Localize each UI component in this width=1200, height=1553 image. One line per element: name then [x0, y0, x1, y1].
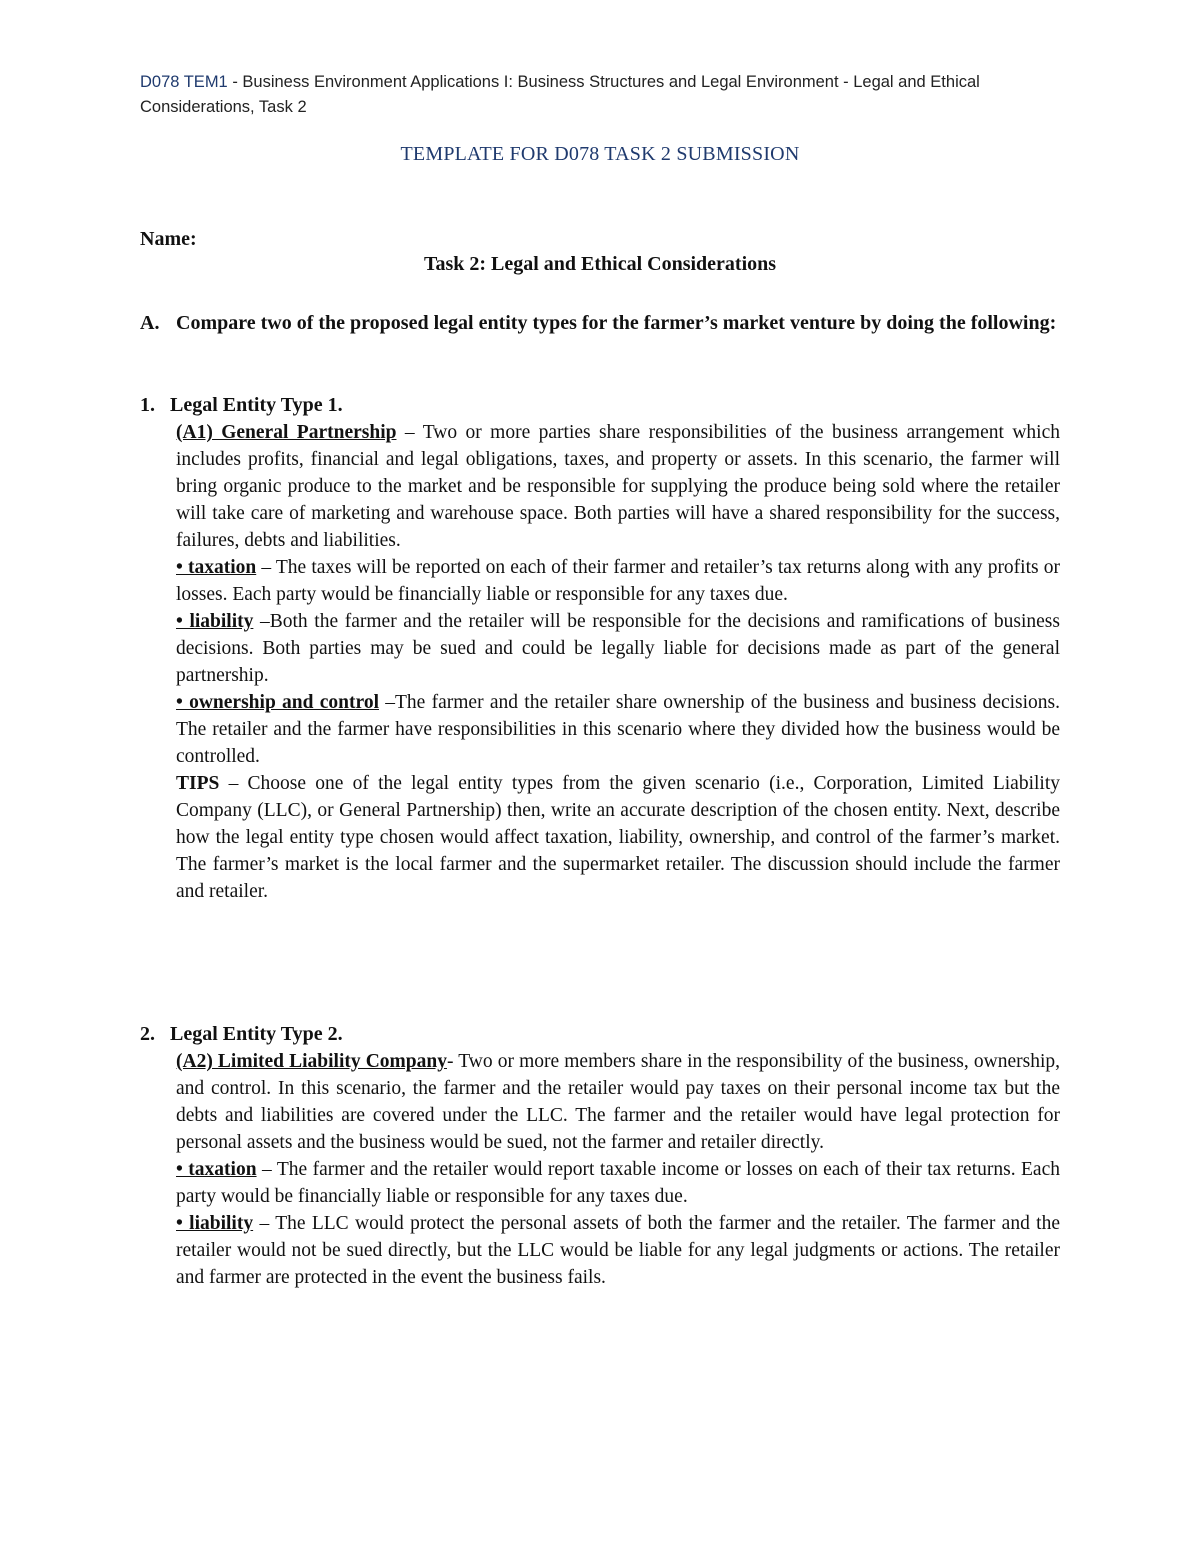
entity-1-tips-text: – Choose one of the legal entity types from the given scenario (i.e., Corporation, Limited Liability Company (LLC), or General Partnership) then, write an accurate description of the chosen entity. Next, describe how the legal entity type chosen would affect taxation, liability, ownership, and control of the farmer’s market. The farmer’s market is the local farmer and the supermarket retailer. The discussion should include the farmer and retailer.	[176, 773, 1060, 902]
entity-2-intro-text: - Two or more members share in the responsibility of the business, ownership, and control. In this scenario, the farmer and the retailer would pay taxes on their personal income tax but the debts and liabilities are covered under the LLC. The farmer and the retailer would have legal protection for personal assets and the business would be sued, not the farmer and retailer directly.	[176, 1051, 1060, 1153]
entity-2-taxation-text: – The farmer and the retailer would report taxable income or losses on each of their tax returns. Each party would be financially liable or responsible for any taxes due.	[176, 1159, 1060, 1207]
entity-1	[140, 392, 1060, 905]
entity-2	[140, 1021, 1060, 1291]
page-header	[140, 70, 1060, 120]
entity-1-intro	[176, 419, 1060, 554]
entity-2-intro	[176, 1048, 1060, 1156]
task-title: Task 2: Legal and Ethical Considerations	[423, 253, 777, 275]
entity-2-number: 2.	[140, 1023, 155, 1045]
entity-1-tips-label: TIPS	[176, 773, 220, 794]
entity-1-liability-text: –Both the farmer and the retailer will be responsible for the decisions and ramifications of business decisions. Both parties may be sued and could be legally liable for decisions made as part of the general partnership.	[176, 611, 1060, 686]
entity-1-ownership-text: –The farmer and the retailer share ownership of the business and business decisions. The retailer and the farmer have responsibilities in this scenario where they divided how the business would be controlled.	[176, 692, 1061, 767]
entity-2-intro-label: (A2) Limited Liability Company	[176, 1051, 447, 1072]
entity-2-taxation	[176, 1156, 1060, 1210]
entity-2-liability	[176, 1210, 1060, 1291]
entity-2-liability-text: – The LLC would protect the personal assets of both the farmer and the retailer. The farmer and the retailer would not be sued directly, but the LLC would be liable for any legal judgments or actions. The retailer and farmer are protected in the event the business fails.	[176, 1213, 1060, 1288]
entity-1-title: Legal Entity Type 1.	[170, 394, 343, 416]
entity-2-heading	[140, 1021, 1060, 1048]
entity-1-number: 1.	[140, 394, 155, 416]
course-code: D078 TEM1	[140, 73, 228, 91]
entity-1-taxation	[176, 554, 1060, 608]
entity-1-taxation-text: – The taxes will be reported on each of their farmer and retailer’s tax returns along with any profits or losses. Each party would be financially liable or responsible for any taxes due.	[176, 557, 1060, 605]
entity-1-taxation-label: • taxation	[176, 557, 257, 578]
entity-1-intro-label: (A1) General Partnership	[176, 422, 397, 443]
entity-2-title: Legal Entity Type 2.	[170, 1023, 343, 1045]
entity-2-liability-label: • liability	[176, 1213, 254, 1234]
section-a	[140, 310, 1060, 337]
entity-1-intro-text: – Two or more parties share responsibilities of the business arrangement which includes profits, financial and legal obligations, taxes, and property or assets. In this scenario, the farmer will bring organic produce to the market and be responsible for supplying the produce being sold where the retailer will take care of marketing and warehouse space. Both parties will have a shared responsibility for the success, failures, debts and liabilities.	[176, 422, 1060, 551]
entity-1-tips	[176, 770, 1060, 905]
section-a-label: A.	[140, 312, 160, 334]
entity-1-ownership-label: • ownership and control	[176, 692, 379, 713]
section-a-text: Compare two of the proposed legal entity types for the farmer’s market venture by doing the following:	[176, 312, 1057, 334]
entity-2-taxation-label: • taxation	[176, 1159, 257, 1180]
entity-1-heading	[140, 392, 1060, 419]
entity-1-ownership	[176, 689, 1060, 770]
document-title: TEMPLATE FOR D078 TASK 2 SUBMISSION	[400, 143, 800, 165]
entity-1-liability	[176, 608, 1060, 689]
entity-1-liability-label: • liability	[176, 611, 254, 632]
entity-2-body	[176, 1048, 1060, 1291]
entity-1-body	[176, 419, 1060, 905]
header-text: - Business Environment Applications I: Business Structures and Legal Environment - Legal and Ethical Considerations, Task 2	[140, 73, 980, 116]
name-label: Name:	[140, 228, 197, 250]
